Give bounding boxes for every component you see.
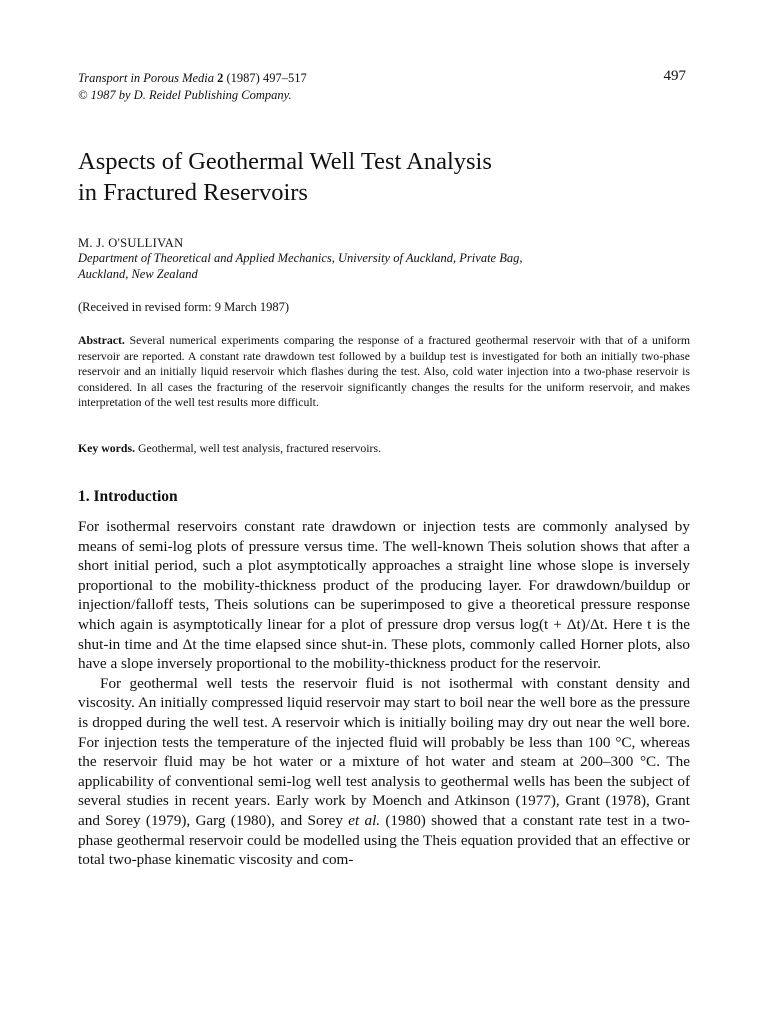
- journal-year-pages: (1987) 497–517: [226, 71, 307, 85]
- section-body: [78, 517, 690, 870]
- paragraph-1: For isothermal reservoirs constant rate drawdown or injection tests are commonly analysed by means of semi-log plots of pressure versus time. The well-known Theis solution shows that after a short initial period, such a plot asymptotically approaches a straight line whose slope is inversely proportional to the mobility-thickness product of the producing layer. For drawdown/buildup or injection/falloff tests, Theis solutions can be superimposed to give a theoretical pressure response which again is asymptotically linear for a plot of pressure drop versus log(t + Δt)/Δt. Here t is the shut-in time and Δt the time elapsed since shut-in. These plots, commonly called Horner plots, also have a slope inversely proportional to the mobility-thickness product for the reservoir.: [78, 518, 690, 673]
- article-title: [78, 146, 698, 208]
- affiliation-line-2: Auckland, New Zealand: [78, 267, 198, 281]
- paragraph-2-part-b: (1980) showed that a constant rate test in a two-phase geothermal reservoir could be modelled using the Theis equation provided that an effective or total two-phase kinematic viscosity and com-: [78, 811, 691, 869]
- paragraph-2: [78, 674, 690, 870]
- journal-header: [78, 70, 638, 104]
- keywords: [78, 441, 690, 457]
- title-line-1: Aspects of Geothermal Well Test Analysis: [78, 148, 492, 175]
- page-number: 497: [663, 68, 686, 84]
- author-name: M. J. O'SULLIVAN: [78, 236, 184, 250]
- keywords-text: Geothermal, well test analysis, fractured reservoirs.: [137, 441, 382, 455]
- affiliation-line-1: Department of Theoretical and Applied Mechanics, University of Auckland, Private Bag,: [78, 251, 523, 265]
- title-line-2: in Fractured Reservoirs: [78, 179, 308, 206]
- keywords-label: Key words.: [78, 441, 136, 455]
- received-date: (Received in revised form: 9 March 1987): [78, 300, 290, 314]
- copyright-line: © 1987 by D. Reidel Publishing Company.: [78, 88, 292, 102]
- paragraph-2-et-al: et al.: [348, 811, 381, 829]
- section-heading-introduction: 1. Introduction: [78, 488, 178, 505]
- author-affiliation: [78, 250, 678, 282]
- paragraph-2-part-a: For geothermal well tests the reservoir fluid is not isothermal with constant density and viscosity. An initially compressed liquid reservoir may start to boil near the well bore as the pressure is dropped during the well test. A reservoir which is initially boiling may dry out near the well bore. For injection tests the temperature of the injected fluid will probably be less than 100 °C, whereas the reservoir fluid may be hot water or a mixture of hot water and steam at 200–300 °C. The applicability of conventional semi-log well test analysis to geothermal wells has been the subject of several studies in recent years. Early work by Moench and Atkinson (1977), Grant (1978), Grant and Sorey (1979), Garg (1980), and Sorey: [78, 674, 690, 829]
- abstract: [78, 333, 690, 411]
- journal-volume: 2: [217, 71, 224, 85]
- abstract-text: Several numerical experiments comparing the response of a fractured geothermal reservoir with that of a uniform reservoir are reported. A constant rate drawdown test followed by a buildup test is investigated for both an initially two-phase reservoir and an initially liquid reservoir which flashes during the test. Also, cold water injection into a two-phase reservoir is considered. In all cases the fracturing of the reservoir significantly changes the results for the uniform reservoir, and makes interpretation of the well test results more difficult.: [78, 333, 690, 410]
- abstract-label: Abstract.: [78, 333, 125, 347]
- journal-citation: [78, 70, 638, 87]
- journal-name: Transport in Porous Media: [78, 71, 215, 85]
